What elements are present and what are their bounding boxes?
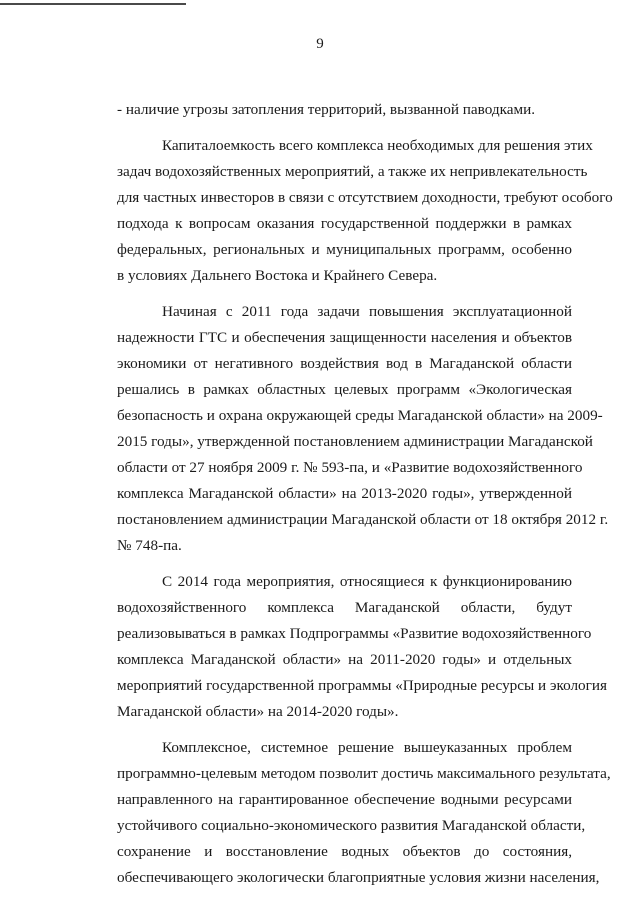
- text-line: № 748-па.: [117, 537, 182, 554]
- paragraph: [117, 569, 607, 725]
- text-line: С 2014 года мероприятия, относящиеся к функционированию: [162, 573, 572, 590]
- text-line: Магаданской области» на 2014-2020 годы».: [117, 703, 399, 720]
- text-line: - наличие угрозы затопления территорий, вызванной паводками.: [117, 101, 536, 118]
- text-line: Начиная с 2011 года задачи повышения эксплуатационной: [162, 303, 572, 320]
- text-line: комплекса Магаданской области» на 2011-2020 годы» и отдельных: [117, 651, 572, 668]
- text-line: для частных инвесторов в связи с отсутствием доходности, требуют особого: [117, 189, 613, 206]
- text-line: программно-целевым методом позволит достичь максимального результата,: [117, 765, 611, 782]
- text-line: 2015 годы», утвержденной постановлением администрации Магаданской: [117, 433, 593, 450]
- text-line: подхода к вопросам оказания государственной поддержки в рамках: [117, 215, 572, 232]
- page-number: 9: [316, 36, 324, 52]
- paragraph: [117, 299, 609, 559]
- paragraph: [117, 133, 613, 289]
- text-line: устойчивого социально-экономического развития Магаданской области,: [117, 817, 586, 834]
- text-line: Комплексное, системное решение вышеуказанных проблем: [162, 739, 572, 756]
- text-line: комплекса Магаданской области» на 2013-2020 годы», утвержденной: [117, 485, 572, 502]
- text-line: надежности ГТС и обеспечения защищенности населения и объектов: [117, 329, 572, 346]
- text-line: задач водохозяйственных мероприятий, а также их непривлекательность: [117, 163, 588, 180]
- text-line: мероприятий государственной программы «Природные ресурсы и экология: [117, 677, 607, 694]
- body-text: [117, 97, 613, 901]
- text-line: решались в рамках областных целевых программ «Экологическая: [117, 381, 572, 398]
- text-line: водохозяйственного комплекса Магаданской области, будут: [117, 599, 572, 616]
- top-rule: [0, 3, 186, 5]
- text-line: реализовываться в рамках Подпрограммы «Развитие водохозяйственного: [117, 625, 592, 642]
- paragraph: [117, 735, 611, 891]
- text-line: экономики от негативного воздействия вод в Магаданской области: [117, 355, 572, 372]
- text-line: Капиталоемкость всего комплекса необходимых для решения этих: [162, 137, 593, 154]
- text-line: направленного на гарантированное обеспечение водными ресурсами: [117, 791, 572, 808]
- text-line: безопасность и охрана окружающей среды Магаданской области» на 2009-: [117, 407, 603, 424]
- text-line: сохранение и восстановление водных объектов до состояния,: [117, 843, 572, 860]
- text-line: обеспечивающего экологически благоприятные условия жизни населения,: [117, 869, 600, 886]
- text-line: постановлением администрации Магаданской области от 18 октября 2012 г.: [117, 511, 609, 528]
- text-line: области от 27 ноября 2009 г. № 593-па, и «Развитие водохозяйственного: [117, 459, 583, 476]
- text-line: федеральных, региональных и муниципальных программ, особенно: [117, 241, 572, 258]
- paragraph: [117, 97, 572, 123]
- text-line: в условиях Дальнего Востока и Крайнего Севера.: [117, 267, 438, 284]
